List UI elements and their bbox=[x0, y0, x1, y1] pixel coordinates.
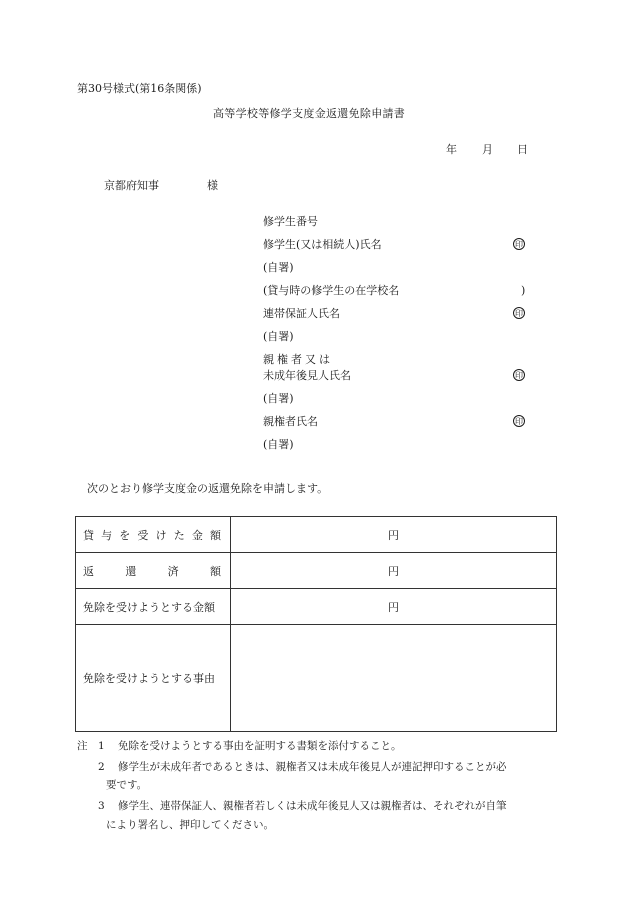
seal-mark-guardian: 印 bbox=[515, 371, 523, 380]
note-text-3-line1: 修学生、連帯保証人、親権者若しくは未成年後見人又は親権者は、それぞれが自筆 bbox=[118, 800, 507, 812]
note-number-2: 2 bbox=[98, 761, 105, 773]
table-row bbox=[76, 517, 557, 553]
table-row bbox=[76, 589, 557, 625]
repaid-amount-label bbox=[76, 553, 231, 589]
date-day-label: 日 bbox=[517, 143, 528, 156]
note-number-3: 3 bbox=[98, 800, 105, 812]
date-year-label: 年 bbox=[446, 143, 457, 156]
loan-amount-label-text: 貸 与 を 受 け た 金 額 bbox=[83, 528, 221, 542]
table-row bbox=[76, 625, 557, 732]
self-sign-label-2: (自署) bbox=[263, 330, 294, 343]
table-row bbox=[76, 553, 557, 589]
student-name-label: 修学生(又は相続人)氏名 bbox=[263, 238, 382, 251]
note-text-3-line2: により署名し、押印してください。 bbox=[106, 819, 274, 831]
self-sign-label-4: (自署) bbox=[263, 438, 294, 451]
guardian-label-line2: 未成年後見人氏名 bbox=[263, 369, 351, 382]
loan-amount-value[interactable]: 円 bbox=[231, 517, 557, 553]
school-close-paren: ) bbox=[521, 284, 526, 297]
seal-mark-student: 印 bbox=[515, 240, 523, 249]
exemption-amount-label: 免除を受けようとする金額 bbox=[76, 589, 231, 625]
guarantor-name-label: 連帯保証人氏名 bbox=[263, 307, 340, 320]
note-text-2-line1: 修学生が未成年者であるときは、親権者又は未成年後見人が連記押印することが必 bbox=[118, 761, 507, 773]
exemption-reason-label: 免除を受けようとする事由 bbox=[76, 625, 231, 732]
exemption-reason-value[interactable] bbox=[231, 625, 557, 732]
note-text-1-line1: 免除を受けようとする事由を証明する書類を添付すること。 bbox=[118, 740, 402, 752]
guardian-label-line1: 親権者又は bbox=[263, 353, 333, 366]
note-number-1: 1 bbox=[98, 740, 105, 752]
student-number-label: 修学生番号 bbox=[263, 215, 318, 228]
notes-heading: 注 bbox=[77, 740, 88, 752]
intro-statement: 次のとおり修学支度金の返還免除を申請します。 bbox=[87, 482, 329, 495]
seal-mark-parent: 印 bbox=[515, 417, 523, 426]
loan-amount-label bbox=[76, 517, 231, 553]
note-text-2-line2: 要です。 bbox=[106, 779, 148, 791]
seal-mark-guarantor: 印 bbox=[515, 309, 523, 318]
addressee-name: 京都府知事 bbox=[104, 179, 159, 192]
exemption-amount-value[interactable]: 円 bbox=[231, 589, 557, 625]
school-at-loan-label: (貸与時の修学生の在学校名 bbox=[263, 284, 400, 297]
addressee-honorific: 様 bbox=[207, 179, 218, 192]
form-number: 第30号様式(第16条関係) bbox=[77, 82, 202, 95]
self-sign-label-1: (自署) bbox=[263, 261, 294, 274]
parent-name-label: 親権者氏名 bbox=[263, 415, 318, 428]
repaid-amount-value[interactable]: 円 bbox=[231, 553, 557, 589]
date-month-label: 月 bbox=[482, 143, 493, 156]
amounts-table bbox=[75, 516, 557, 732]
self-sign-label-3: (自署) bbox=[263, 392, 294, 405]
repaid-amount-label-text: 返 還 済 額 bbox=[83, 564, 221, 578]
document-title: 高等学校等修学支度金返還免除申請書 bbox=[213, 107, 406, 120]
